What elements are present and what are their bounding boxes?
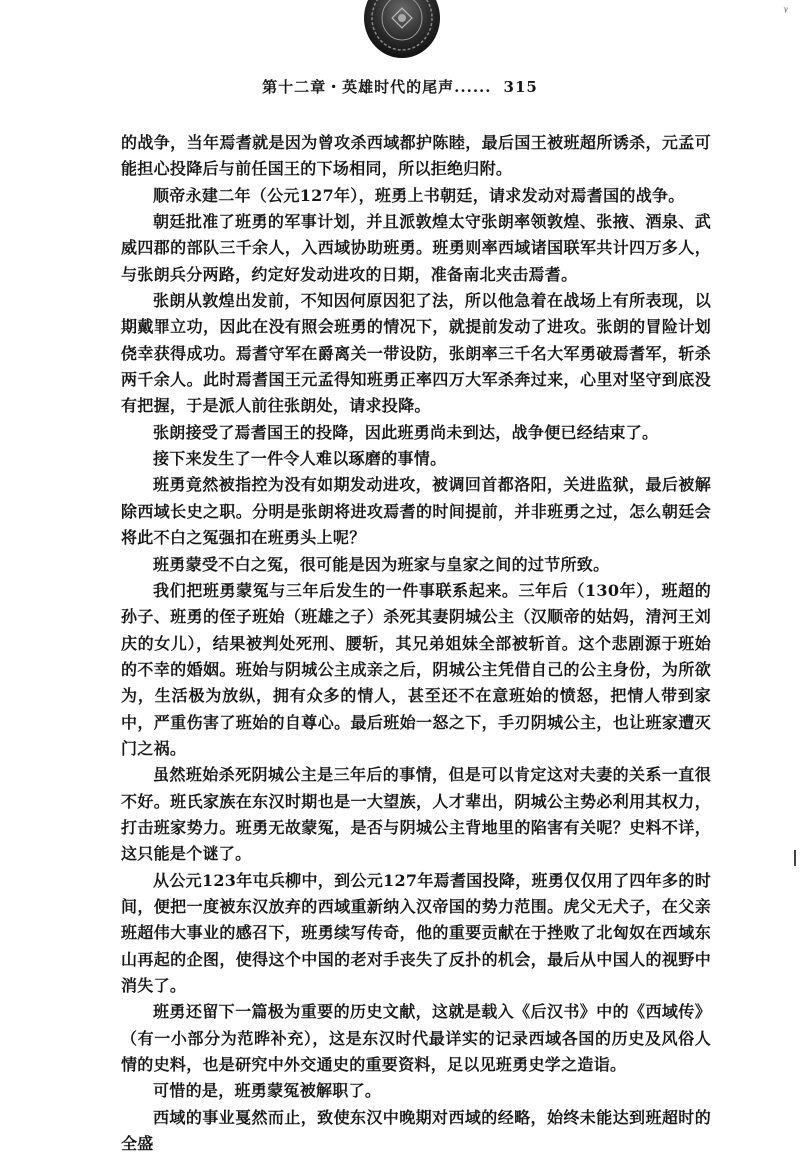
chapter-title: 第十二章・英雄时代的尾声	[262, 78, 455, 96]
corner-mark: ᵧ	[783, 0, 788, 14]
page-body	[121, 130, 711, 1157]
header-dots: ......	[454, 78, 492, 96]
paragraph: 张朗接受了焉耆国王的投降，因此班勇尚未到达，战争便已经结束了。	[153, 422, 659, 442]
page-number: 315	[503, 78, 538, 96]
bronze-mirror-ornament	[362, 0, 442, 60]
scan-mark	[794, 850, 796, 866]
paragraph: 从公元123年屯兵柳中，到公元127年焉耆国投降，班勇仅仅用了四年多的时间，便把一度被东汉放弃的西域重新纳入汉帝国的势力范围。虎父无犬子，在父亲班超伟大事业的感召下，班勇续写传奇，他的重要贡献在于挫败了北匈奴在西域东山再起的企图，使得这个中国的老对手丧失了反扑的机会，最后从中国人的视野中消失了。	[121, 870, 711, 995]
running-header	[0, 76, 800, 97]
paragraph: 可惜的是，班勇蒙冤被解职了。	[153, 1081, 382, 1101]
paragraph: 我们把班勇蒙冤与三年后发生的一件事联系起来。三年后（130年），班超的孙子、班勇的侄子班始（班雄之子）杀死其妻阴城公主（汉顺帝的姑妈，清河王刘庆的女儿），结果被判处死刑、腰斩，其兄弟姐妹全部被斩首。这个悲剧源于班始的不幸的婚姻。班始与阴城公主成亲之后，阴城公主凭借自己的公主身份，为所欲为，生活极为放纵，拥有众多的情人，甚至还不在意班始的愤怒，把情人带到家中，严重伤害了班始的自尊心。最后班始一怒之下，手刃阴城公主，也让班家遭灭门之祸。	[121, 580, 711, 758]
paragraph: 顺帝永建二年（公元127年），班勇上书朝廷，请求发动对焉耆国的战争。	[153, 185, 685, 205]
paragraph: 西域的事业戛然而止，致使东汉中晚期对西域的经略，始终未能达到班超时的全盛	[121, 1107, 711, 1154]
paragraph: 接下来发生了一件令人难以琢磨的事情。	[153, 449, 447, 469]
paragraph: 班勇蒙受不白之冤，很可能是因为班家与皇家之间的过节所致。	[153, 554, 610, 574]
paragraph: 班勇还留下一篇极为重要的历史文献，这就是载入《后汉书》中的《西域传》（有一小部分为范晔补充），这是东汉时代最详实的记录西域各国的历史及风俗人情的史料，也是研究中外交通史的重要资料，足以见班勇史学之造诣。	[121, 1002, 711, 1075]
paragraph: 朝廷批准了班勇的军事计划，并且派敦煌太守张朗率领敦煌、张掖、酒泉、武威四郡的部队三千余人，入西域协助班勇。班勇则率西域诸国联军共计四万多人，与张朗兵分两路，约定好发动进攻的日期，准备南北夹击焉耆。	[121, 212, 711, 284]
paragraph: 班勇竟然被指控为没有如期发动进攻，被调回首都洛阳，关进监狱，最后被解除西域长史之职。分明是张朗将进攻焉耆的时间提前，并非班勇之过，怎么朝廷会将此不白之冤强扣在班勇头上呢？	[121, 475, 711, 548]
paragraph: 的战争，当年焉耆就是因为曾攻杀西域都护陈睦，最后国王被班超所诱杀，元孟可能担心投降后与前任国王的下场相同，所以拒绝归附。	[121, 133, 711, 179]
paragraph: 张朗从敦煌出发前，不知因何原因犯了法，所以他急着在战场上有所表现，以期戴罪立功，因此在没有照会班勇的情况下，就提前发动了进攻。张朗的冒险计划侥幸获得成功。焉耆守军在爵离关一带设防，张朗率三千名大军勇破焉耆军，斩杀两千余人。此时焉耆国王元孟得知班勇正率四万大军杀奔过来，心里对坚守到底没有把握，于是派人前往张朗处，请求投降。	[121, 291, 711, 416]
paragraph: 虽然班始杀死阴城公主是三年后的事情，但是可以肯定这对夫妻的关系一直很不好。班氏家族在东汉时期也是一大望族，人才辈出，阴城公主势必利用其权力，打击班家势力。班勇无故蒙冤，是否与阴城公主背地里的陷害有关呢？史料不详，这只能是个谜了。	[121, 765, 711, 864]
